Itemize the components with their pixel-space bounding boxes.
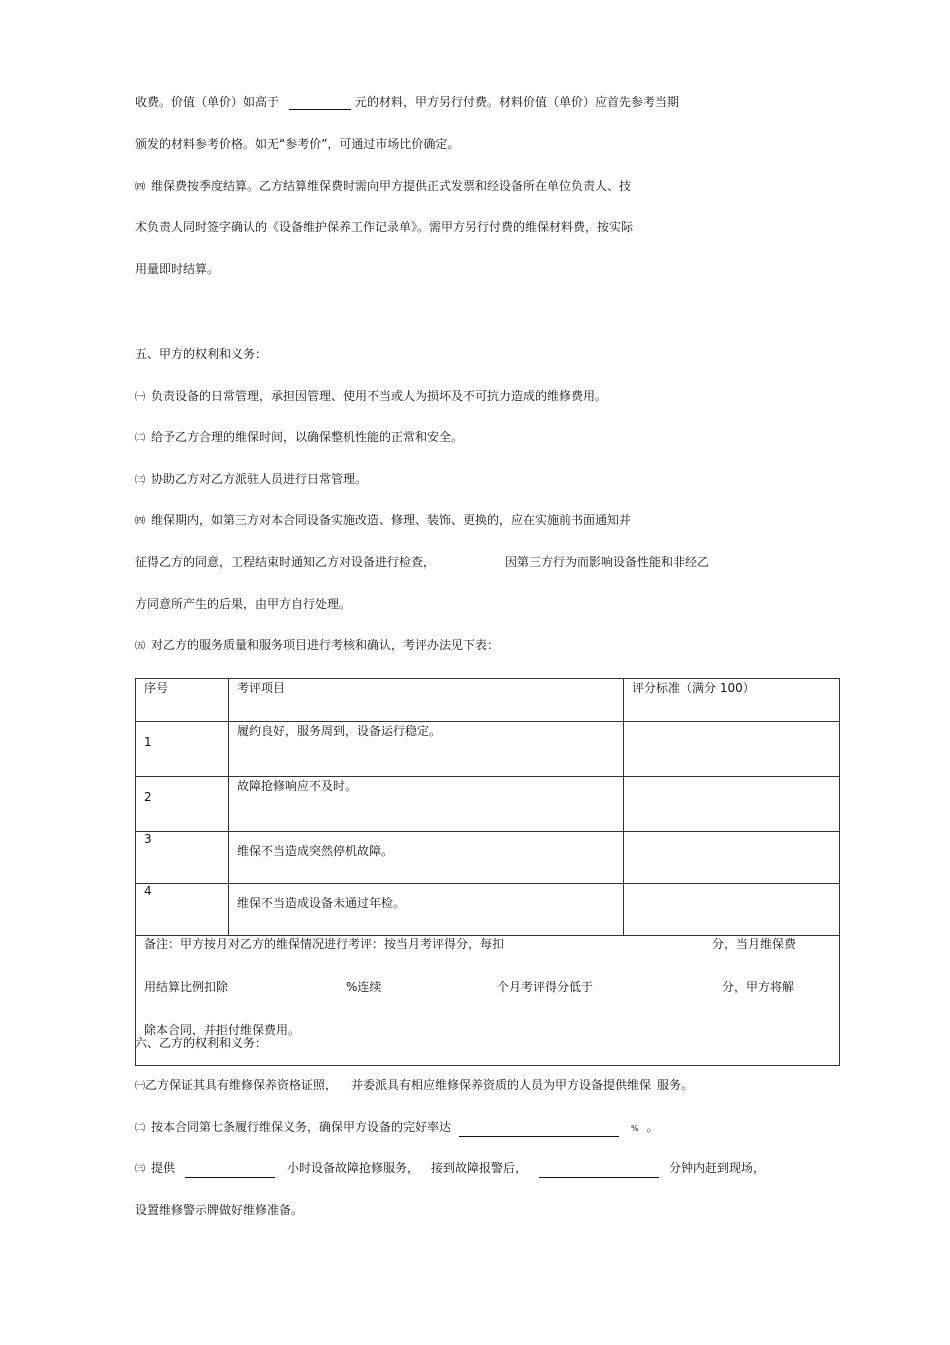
header-cell-item: 考评项目 — [229, 679, 624, 722]
table-row — [136, 777, 840, 832]
list-marker: ㈡ — [135, 433, 145, 444]
section-title: 六、乙方的权利和义务： — [135, 1036, 268, 1050]
row-number: 3 — [136, 832, 229, 884]
header-cell-score: 评分标准（满分 100） — [624, 679, 840, 722]
evaluation-table — [135, 678, 840, 1066]
row-score[interactable] — [624, 832, 840, 884]
list-marker: ㈤ — [135, 641, 145, 652]
text-segment: 元的材料，甲方另行付费。材料价值（单价）应首先参考当期 — [355, 95, 680, 109]
list-item — [135, 429, 463, 447]
note-text: 分，甲方将解 — [722, 980, 795, 994]
note-text: %连续 — [346, 980, 382, 994]
text-line: 术负责人同时签字确认的《设备维护保养工作记录单》。需甲方另行付费的维保材料费，按实际 — [135, 220, 634, 234]
list-marker: ㈢ — [135, 1164, 145, 1175]
row-item: 故障抢修响应不及时。 — [229, 777, 624, 832]
row-number: 4 — [136, 884, 229, 936]
row-item: 维保不当造成设备未通过年检。 — [229, 884, 624, 936]
header-cell-number: 序号 — [136, 679, 229, 722]
row-score[interactable] — [624, 722, 840, 777]
table-row — [136, 722, 840, 777]
text-segment: 收费。价值（单价）如高于 — [135, 95, 280, 109]
text-line — [135, 94, 679, 110]
text-segment: 对乙方的服务质量和服务项目进行考核和确认，考评办法见下表： — [151, 638, 500, 652]
fill-blank[interactable] — [289, 97, 351, 110]
text-segment: 维保费按季度结算。乙方结算维保费时需向甲方提供正式发票和经设备所在单位负责人、技 — [151, 179, 632, 193]
text-segment: 提供 — [151, 1161, 176, 1175]
row-item: 履约良好，服务周到，设备运行稳定。 — [229, 722, 624, 777]
row-score[interactable] — [624, 884, 840, 936]
text-segment: 征得乙方的同意，工程结束时通知乙方对设备进行检查， — [135, 555, 436, 569]
fill-blank[interactable] — [539, 1165, 659, 1178]
percent-sign: % — [631, 1124, 639, 1133]
text-segment: 负责设备的日常管理，承担因管理、使用不当或人为损坏及不可抗力造成的维修费用。 — [151, 389, 608, 403]
text-line — [135, 554, 709, 570]
list-marker: ㈠ — [135, 392, 145, 403]
list-item — [135, 388, 607, 406]
note-text: 用结算比例扣除 — [144, 980, 229, 994]
list-marker: ㈠ — [135, 1081, 145, 1092]
list-marker: ㈣ — [135, 182, 145, 193]
list-item — [135, 1160, 765, 1178]
note-text: 除本合同，并拒付维保费用。 — [144, 1023, 301, 1037]
text-segment: 按本合同第七条履行维保义务，确保甲方设备的完好率达 — [151, 1120, 452, 1134]
list-marker: ㈡ — [135, 1123, 145, 1134]
row-number: 1 — [136, 722, 229, 777]
list-item — [135, 1077, 693, 1095]
text-segment: 接到故障报警后， — [431, 1161, 528, 1175]
row-number: 2 — [136, 777, 229, 832]
section-title: 五、甲方的权利和义务： — [135, 347, 268, 361]
text-segment: 分钟内赶到现场， — [669, 1161, 766, 1175]
table-header-row — [136, 679, 840, 722]
list-marker: ㈣ — [135, 516, 145, 527]
list-item — [135, 512, 631, 530]
list-item — [135, 471, 367, 489]
text-line: 设置维修警示牌做好维修准备。 — [135, 1203, 304, 1217]
fill-blank[interactable] — [185, 1165, 275, 1178]
text-line — [135, 178, 631, 196]
table-row — [136, 884, 840, 936]
row-item: 维保不当造成突然停机故障。 — [229, 832, 624, 884]
list-item — [135, 1119, 659, 1137]
text-segment: 维保期内，如第三方对本合同设备实施改造、修理、装饰、更换的，应在实施前书面通知并 — [151, 513, 632, 527]
row-score[interactable] — [624, 777, 840, 832]
note-text: 分，当月维保费 — [712, 937, 797, 951]
note-text: 个月考评得分低于 — [497, 980, 594, 994]
note-text: 备注：甲方按月对乙方的维保情况进行考评：按当月考评得分，每扣 — [144, 937, 505, 951]
list-item — [135, 637, 499, 655]
text-line: 方同意所产生的后果，由甲方自行处理。 — [135, 597, 352, 611]
text-segment: 并委派具有相应维修保养资质的人员为甲方设备提供维保 — [351, 1078, 652, 1092]
text-segment: 。 — [646, 1120, 659, 1134]
text-line: 颁发的材料参考价格。如无“参考价”，可通过市场比价确定。 — [135, 137, 460, 151]
text-segment: 小时设备故障抢修服务， — [287, 1161, 420, 1175]
text-segment: 服务。 — [657, 1078, 694, 1092]
fill-blank[interactable] — [459, 1124, 619, 1137]
text-segment: 协助乙方对乙方派驻人员进行日常管理。 — [151, 472, 368, 486]
text-segment: 因第三方行为而影响设备性能和非经乙 — [505, 555, 710, 569]
text-line: 用量即时结算。 — [135, 262, 220, 276]
text-segment: 给予乙方合理的维保时间，以确保整机性能的正常和安全。 — [151, 430, 464, 444]
table-row — [136, 832, 840, 884]
list-marker: ㈢ — [135, 475, 145, 486]
text-segment: 乙方保证其具有维修保养资格证照， — [145, 1078, 338, 1092]
